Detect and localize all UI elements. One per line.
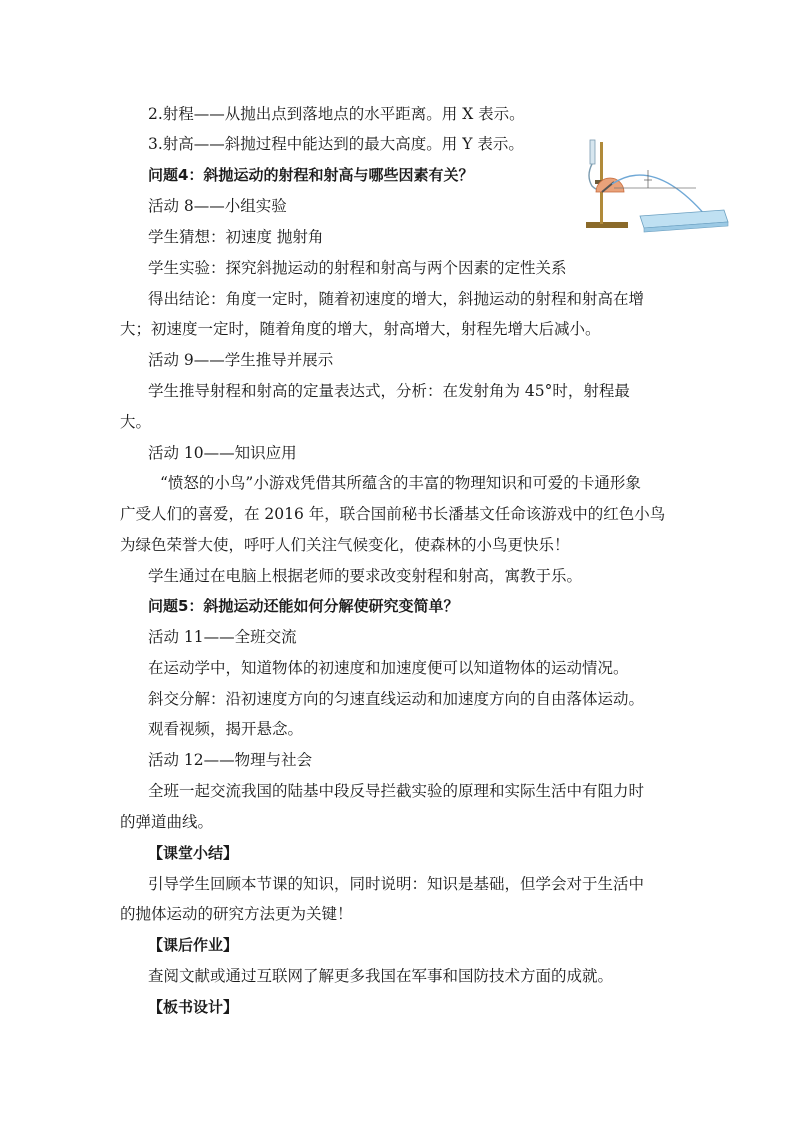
oblique-decomposition: 斜交分解：沿初速度方向的匀速直线运动和加速度方向的自由落体运动。 — [148, 690, 645, 708]
water-tube — [590, 140, 595, 164]
paragraph-range: 2.射程——从抛出点到落地点的水平距离。用 X 表示。 — [148, 105, 525, 123]
homework-text: 查阅文献或通过互联网了解更多我国在军事和国防技术方面的成就。 — [148, 967, 614, 985]
activity-9: 活动 9——学生推导并展示 — [148, 351, 334, 369]
summary-line-1: 引导学生回顾本节课的知识，同时说明：知识是基础，但学会对于生活中 — [148, 875, 645, 893]
student-experiment: 学生实验：探究斜抛运动的射程和射高与两个因素的定性关系 — [148, 259, 567, 277]
activity-8: 活动 8——小组实验 — [148, 197, 287, 215]
activity-10: 活动 10——知识应用 — [148, 444, 297, 462]
summary-heading: 【课堂小结】 — [148, 844, 239, 862]
trajectory-arc — [612, 175, 706, 216]
derivation-line-1: 学生推导射程和射高的定量表达式，分析：在发射角为 45°时，射程最 — [148, 382, 630, 400]
board-design-heading: 【板书设计】 — [148, 998, 239, 1016]
paragraph-height: 3.射高——斜抛过程中能达到的最大高度。用 Y 表示。 — [148, 135, 524, 153]
watch-video: 观看视频，揭开悬念。 — [148, 720, 304, 738]
activity-12: 活动 12——物理与社会 — [148, 751, 313, 769]
conclusion-line-2: 大；初速度一定时，随着角度的增大，射高增大，射程先增大后减小。 — [120, 320, 601, 338]
computer-activity: 学生通过在电脑上根据老师的要求改变射程和射高，寓教于乐。 — [148, 567, 583, 585]
projectile-apparatus-illustration — [578, 130, 730, 238]
society-line-2: 的弹道曲线。 — [120, 813, 214, 831]
conclusion-line-1: 得出结论：角度一定时，随着初速度的增大，斜抛运动的射程和射高在增 — [148, 290, 645, 308]
society-line-1: 全班一起交流我国的陆基中段反导拦截实验的原理和实际生活中有阻力时 — [148, 782, 645, 800]
homework-heading: 【课后作业】 — [148, 936, 239, 954]
angry-birds-line-2: 广受人们的喜爱，在 2016 年，联合国前秘书长潘基文任命该游戏中的红色小鸟 — [120, 505, 666, 523]
summary-line-2: 的抛体运动的研究方法更为关键！ — [120, 905, 353, 923]
question-5-heading: 问题5：斜抛运动还能如何分解使研究变简单？ — [148, 597, 459, 615]
angry-birds-line-1: “愤怒的小鸟”小游戏凭借其所蕴含的丰富的物理知识和可爱的卡通形象 — [160, 474, 641, 492]
stand-base — [586, 222, 628, 228]
kinematics-text: 在运动学中，知道物体的初速度和加速度便可以知道物体的运动情况。 — [148, 659, 629, 677]
activity-11: 活动 11——全班交流 — [148, 628, 297, 646]
derivation-line-2: 大。 — [120, 413, 152, 431]
angry-birds-line-3: 为绿色荣誉大使，呼吁人们关注气候变化，使森林的小鸟更快乐！ — [120, 536, 570, 554]
question-4-heading: 问题4：斜抛运动的射程和射高与哪些因素有关？ — [148, 166, 474, 184]
student-guess: 学生猜想：初速度 抛射角 — [148, 228, 324, 246]
